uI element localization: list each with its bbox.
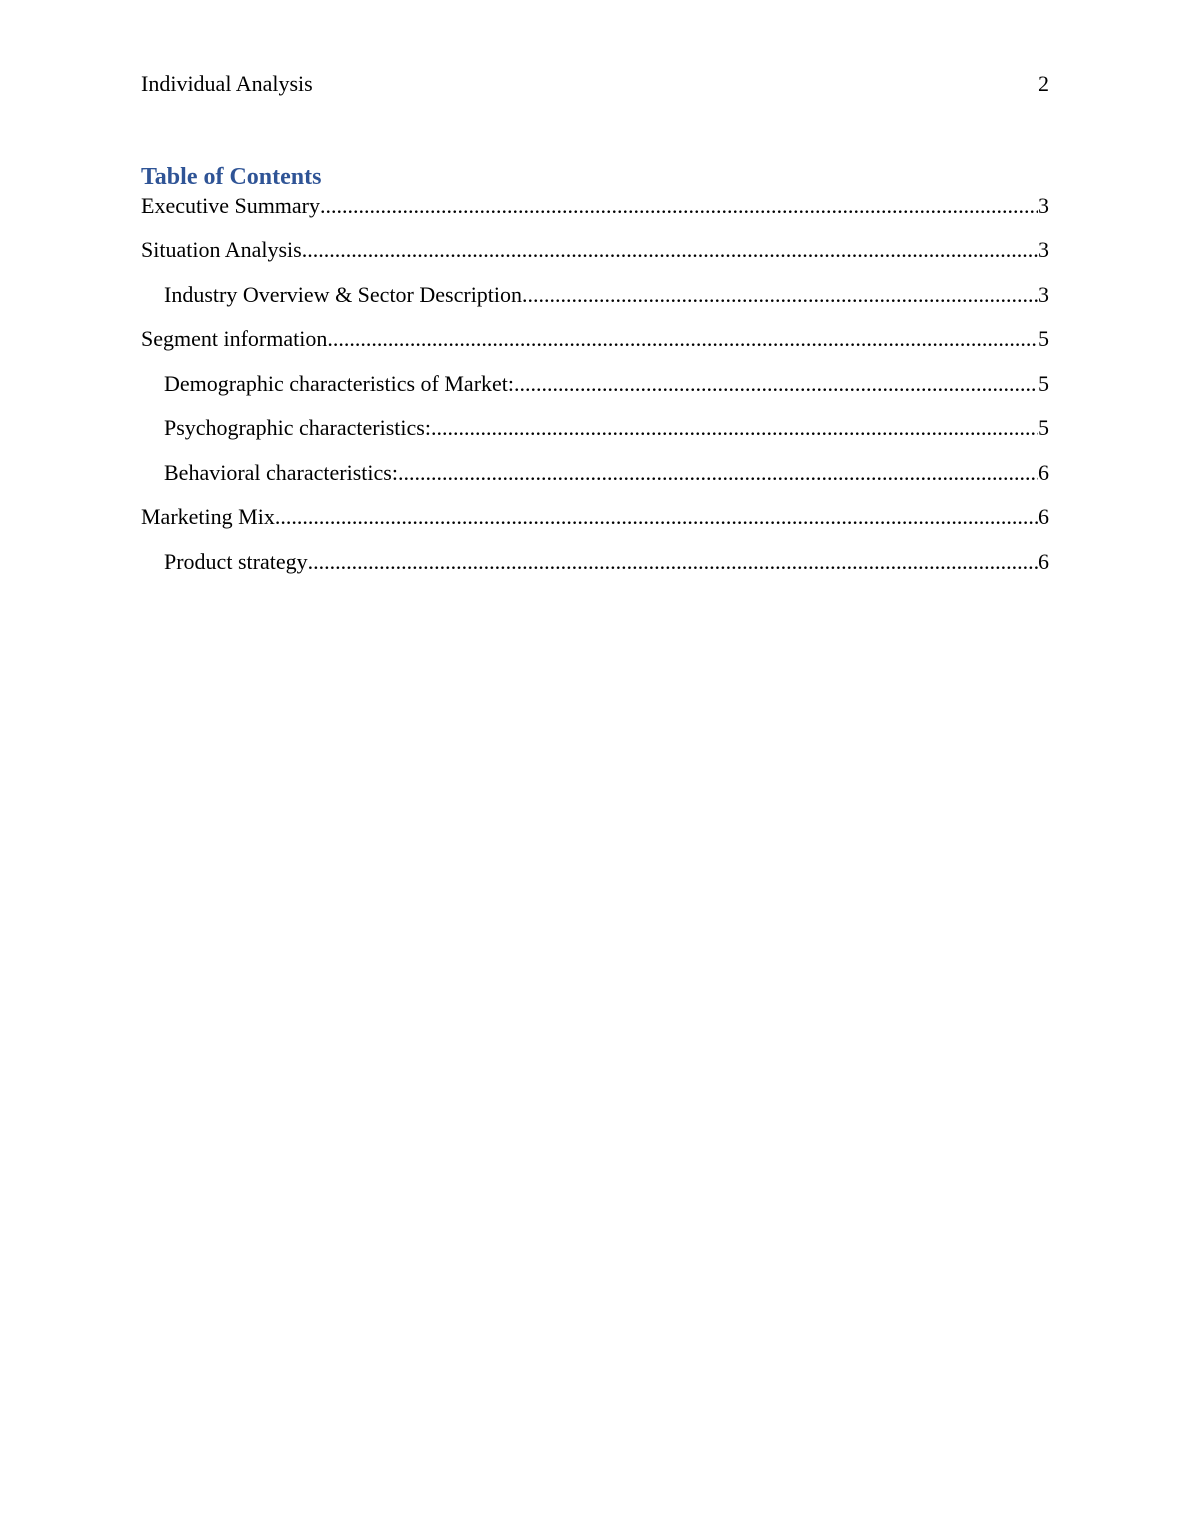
toc-dot-leader (514, 370, 1038, 398)
toc-entry-label: Marketing Mix (141, 504, 275, 529)
toc-entry-marketing-mix[interactable] (141, 503, 1049, 531)
toc-dot-leader (327, 325, 1038, 353)
toc-entry-page: 3 (1038, 282, 1049, 307)
header-page-number: 2 (1038, 71, 1049, 96)
toc-entry-label: Situation Analysis (141, 237, 302, 262)
toc-entry-psychographic[interactable] (164, 414, 1049, 442)
toc-dot-leader (275, 503, 1038, 531)
toc-entry-page: 5 (1038, 415, 1049, 440)
toc-entry-label: Product strategy (164, 549, 308, 574)
toc-entry-page: 3 (1038, 193, 1049, 218)
toc-dot-leader (398, 459, 1038, 487)
running-header (141, 70, 1049, 98)
toc-entry-page: 6 (1038, 504, 1049, 529)
toc-entry-page: 6 (1038, 549, 1049, 574)
toc-heading: Table of Contents (141, 164, 322, 190)
toc-dot-leader (431, 414, 1038, 442)
header-title: Individual Analysis (141, 71, 313, 96)
toc-dot-leader (308, 548, 1038, 576)
toc-entry-label: Segment information (141, 326, 328, 351)
toc-dot-leader (522, 281, 1038, 309)
toc-entry-page: 5 (1038, 326, 1049, 351)
toc-entry-product-strategy[interactable] (164, 548, 1049, 576)
toc-entry-label: Demographic characteristics of Market: (164, 371, 515, 396)
toc-entry-page: 6 (1038, 460, 1049, 485)
toc-entry-label: Behavioral characteristics: (164, 460, 398, 485)
toc-entry-label: Industry Overview & Sector Description (164, 282, 523, 307)
toc-entry-segment-information[interactable] (141, 325, 1049, 353)
toc-entry-demographic[interactable] (164, 370, 1049, 398)
toc-entry-label: Psychographic characteristics: (164, 415, 431, 440)
toc-entry-situation-analysis[interactable] (141, 236, 1049, 264)
toc-dot-leader (320, 192, 1038, 220)
toc-dot-leader (302, 236, 1038, 264)
toc-entry-industry-overview[interactable] (164, 281, 1049, 309)
toc-entry-behavioral[interactable] (164, 459, 1049, 487)
toc-entry-page: 5 (1038, 371, 1049, 396)
toc-entry-label: Executive Summary (141, 193, 321, 218)
toc-entry-page: 3 (1038, 237, 1049, 262)
toc-entry-executive-summary[interactable] (141, 192, 1049, 220)
